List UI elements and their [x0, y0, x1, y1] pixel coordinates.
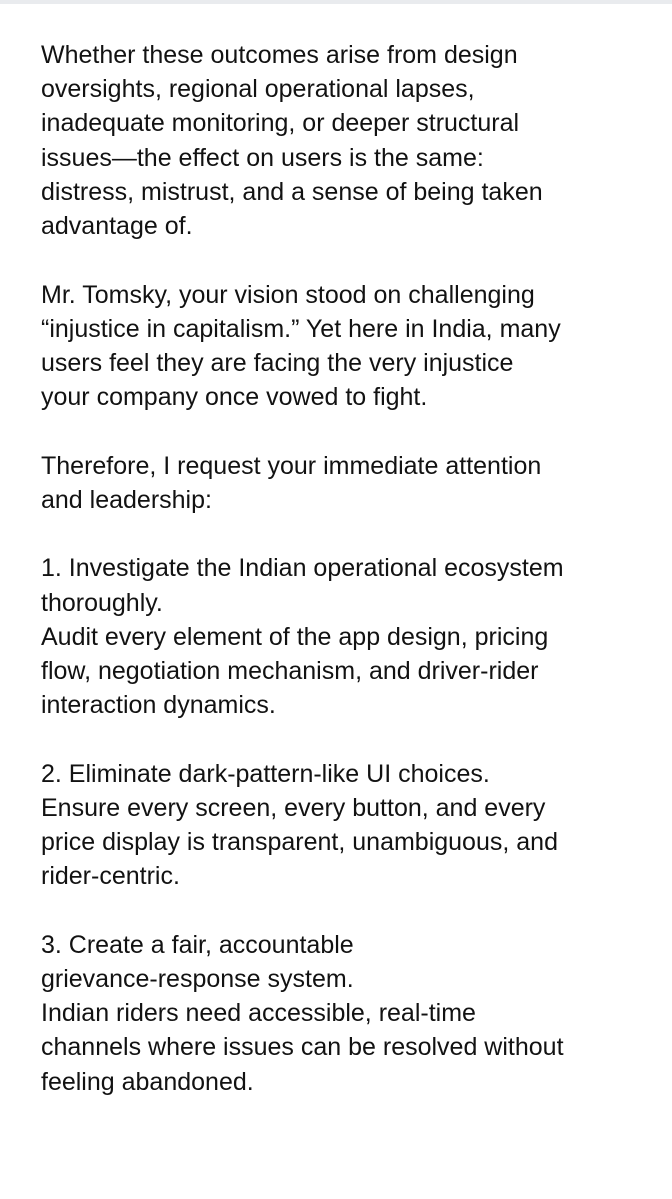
text-line: rider-centric. — [41, 862, 180, 891]
text-line: Whether these outcomes arise from design — [41, 41, 518, 69]
text-line: “injustice in capitalism.” Yet here in India, many — [41, 314, 561, 343]
text-line: 1. Investigate the Indian operational ecosystem — [41, 554, 564, 583]
paragraph-request — [41, 449, 665, 517]
paragraph-gap — [41, 243, 665, 277]
paragraph-gap — [41, 517, 665, 551]
top-divider — [0, 0, 672, 4]
document-body — [41, 38, 665, 1099]
text-line: advantage of. — [41, 211, 193, 240]
text-line: Indian riders need accessible, real-time — [41, 999, 476, 1028]
list-item-eliminate — [41, 757, 665, 894]
paragraph-outcomes — [41, 38, 665, 243]
text-line: interaction dynamics. — [41, 691, 276, 720]
list-item-investigate — [41, 551, 665, 722]
paragraph-gap — [41, 894, 665, 928]
text-line: Therefore, I request your immediate attention — [41, 451, 542, 480]
text-line: users feel they are facing the very injustice — [41, 348, 514, 377]
paragraph-gap — [41, 414, 665, 448]
text-line: feeling abandoned. — [41, 1067, 254, 1096]
text-line: 2. Eliminate dark-pattern-like UI choices. — [41, 759, 490, 788]
text-line: issues—the effect on users is the same: — [41, 143, 484, 172]
text-line: flow, negotiation mechanism, and driver-rider — [41, 656, 539, 685]
text-line: inadequate monitoring, or deeper structural — [41, 109, 520, 138]
text-line: and leadership: — [41, 485, 212, 514]
paragraph-vision — [41, 278, 665, 415]
text-line: oversights, regional operational lapses, — [41, 75, 475, 104]
text-line: channels where issues can be resolved without — [41, 1033, 564, 1062]
paragraph-gap — [41, 722, 665, 756]
text-line: Mr. Tomsky, your vision stood on challenging — [41, 280, 535, 309]
text-line: grievance-response system. — [41, 965, 354, 994]
text-line: Ensure every screen, every button, and every — [41, 793, 546, 822]
list-item-grievance — [41, 928, 665, 1099]
text-line: your company once vowed to fight. — [41, 383, 428, 412]
text-line: thoroughly. — [41, 588, 163, 617]
text-line: distress, mistrust, and a sense of being taken — [41, 177, 543, 206]
text-line: Audit every element of the app design, pricing — [41, 622, 549, 651]
text-line: price display is transparent, unambiguous, and — [41, 828, 558, 857]
text-line: 3. Create a fair, accountable — [41, 930, 354, 959]
